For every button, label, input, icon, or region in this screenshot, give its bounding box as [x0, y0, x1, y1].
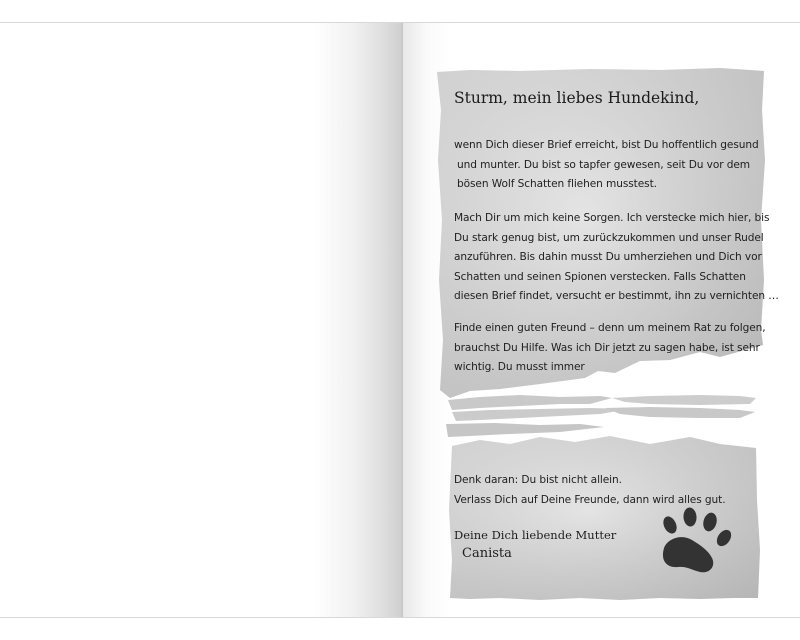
letter-signature: Canista [462, 546, 512, 561]
paragraph-line: bösen Wolf Schatten fliehen musstest. [457, 178, 657, 190]
paragraph-line: wenn Dich dieser Brief erreicht, bist Du hoffentlich gesund [454, 139, 759, 151]
paragraph-line: wichtig. Du musst immer [454, 361, 585, 373]
paragraph-line: Finde einen guten Freund – denn um meinem Rat zu folgen, [454, 322, 766, 334]
letter-paragraph-2 [454, 209, 779, 307]
paragraph-line: Du stark genug bist, um zurückzukommen und unser Rudel [454, 231, 764, 244]
paragraph-line: Mach Dir um mich keine Sorgen. Ich verstecke mich hier, bis [454, 212, 770, 224]
paragraph-line: anzuführen. Bis dahin musst Du umherziehen und Dich vor [454, 251, 762, 263]
paragraph-line: brauchst Du Hilfe. Was ich Dir jetzt zu sagen habe, ist sehr [454, 341, 760, 354]
paragraph-line: Schatten und seinen Spionen verstecken. Falls Schatten [454, 270, 746, 283]
letter-closing [454, 471, 725, 510]
closing-line: Denk daran: Du bist nicht allein. [454, 474, 622, 486]
torn-paper-strips [446, 395, 756, 437]
letter-salutation: Sturm, mein liebes Hundekind, [454, 89, 700, 107]
letter-paragraph-1 [454, 136, 759, 195]
paragraph-line: und munter. Du bist so tapfer gewesen, seit Du vor dem [457, 158, 750, 171]
letter-paragraph-3 [454, 319, 766, 378]
paragraph-line: diesen Brief findet, versucht er bestimmt, ihn zu vernichten … [454, 290, 779, 302]
closing-line: Verlass Dich auf Deine Freunde, dann wird alles gut. [454, 493, 726, 506]
letter-signoff: Deine Dich liebende Mutter [454, 528, 617, 542]
